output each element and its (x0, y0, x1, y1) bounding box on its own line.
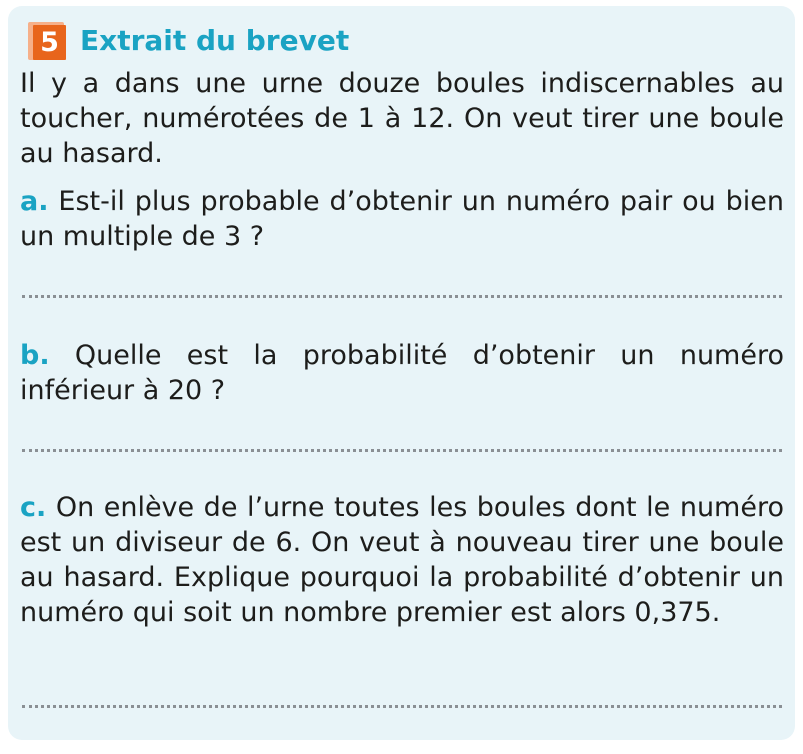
exercise-intro: Il y a dans une urne douze boules indiscernables au toucher, numérotées de 1 à 12. On veut tirer une boule au hasard. (20, 68, 784, 169)
answer-line-a[interactable] (22, 295, 782, 298)
question-b (20, 338, 784, 408)
question-a-label: a. (20, 186, 49, 217)
answer-line-b[interactable] (22, 449, 782, 452)
question-b-text: Quelle est la probabilité d’obtenir un numéro inférieur à 20 ? (20, 340, 784, 406)
question-c (20, 490, 784, 630)
question-a (20, 184, 784, 254)
question-c-text: On enlève de l’urne toutes les boules dont le numéro est un diviseur de 6. On veut à nouveau tirer une boule au hasard. Explique pourquoi la probabilité d’obtenir un numéro qui soit un nombre premier est alors 0,375. (20, 492, 784, 628)
exercise-header (28, 20, 349, 62)
question-b-label: b. (20, 340, 50, 371)
question-a-text: Est-il plus probable d’obtenir un numéro pair ou bien un multiple de 3 ? (20, 186, 785, 252)
exercise-title: Extrait du brevet (80, 24, 350, 57)
answer-line-c[interactable] (22, 705, 782, 708)
exercise-number: 5 (33, 25, 66, 60)
exercise-number-badge (28, 22, 66, 60)
question-c-label: c. (20, 492, 47, 523)
